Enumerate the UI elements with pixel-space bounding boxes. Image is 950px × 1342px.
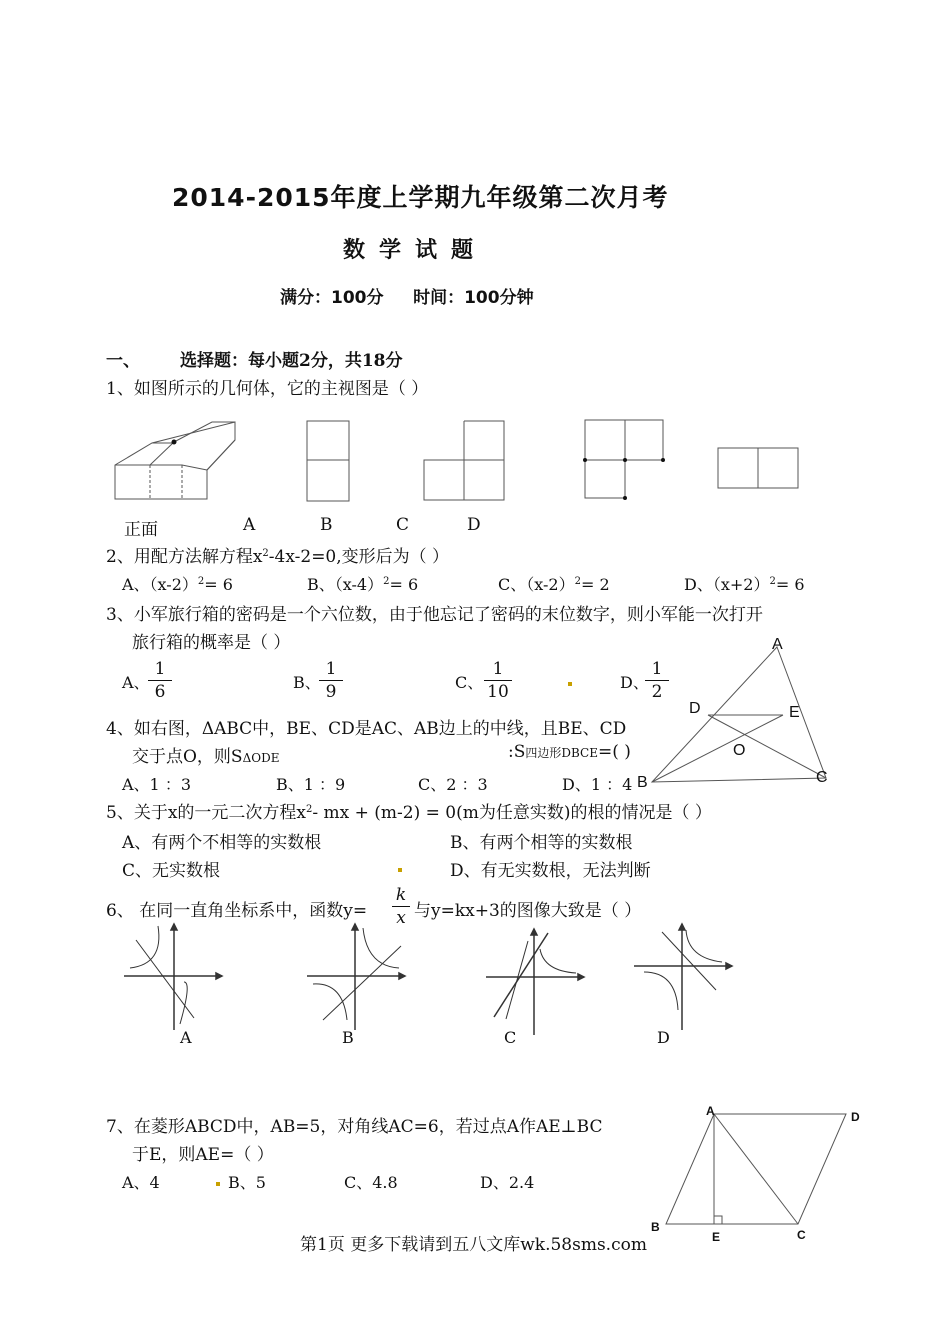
section-number: 一、: [106, 351, 140, 371]
q6-graph-b: [305, 920, 411, 1032]
q1-label-c: C: [396, 515, 410, 535]
q6-graph-c: [484, 925, 590, 1037]
q2-stem: [106, 542, 449, 567]
q7-label-c: C: [797, 1228, 806, 1242]
q4-triangle-figure: [640, 640, 840, 800]
q7-rhombus-figure: [660, 1108, 850, 1232]
score-time: 满分：100分 时间：100分钟: [280, 288, 534, 308]
q5-option-b: B、有两个相等的实数根: [450, 833, 633, 853]
q2-option-d: D、$(x+2)^2= 6$: [684, 575, 805, 594]
q7-option-c: C、4.8: [344, 1173, 398, 1192]
exam-subtitle: 数学试题: [343, 238, 488, 263]
q3-stem-line2: 旅行箱的概率是（ ）: [132, 633, 291, 653]
q6-label-d: D: [657, 1028, 670, 1047]
q7-option-a: A、4: [122, 1173, 160, 1192]
q1-label-a: A: [243, 515, 256, 535]
q4-stem-line2-a: 交于点O，则SΔODE: [132, 747, 280, 767]
q3-option-a-letter: A、: [122, 673, 150, 692]
q4-label-b: B: [637, 774, 648, 791]
q4-label-a: A: [772, 636, 783, 653]
q1-stem: 1、如图所示的几何体，它的主视图是（ ）: [106, 379, 429, 399]
q4-label-d: D: [689, 700, 701, 717]
q1-label-b: B: [320, 515, 333, 535]
q6-fraction-k-over-x: $\frac{k}{x}$: [392, 884, 410, 929]
q3-option-d-letter: D、: [620, 673, 649, 692]
q2-stem-part1: 2、用配方法解方程x: [106, 547, 263, 567]
q3-option-c-fraction: $\frac{1}{10}$: [484, 658, 512, 703]
q6-graph-d: [632, 920, 738, 1032]
q4-stem-line2-b: :S四边形DBCE=( ): [508, 742, 631, 762]
q1-label-d: D: [467, 515, 481, 535]
q6-stem-part2: 与y=kx+3的图像大致是（ ）: [414, 901, 642, 921]
q4-option-b: B、1 ：9: [276, 775, 346, 794]
q6-label-a: A: [180, 1028, 192, 1047]
q5-option-d: D、有无实数根，无法判断: [450, 861, 651, 881]
q4-label-c: C: [816, 769, 828, 786]
q7-label-a: A: [706, 1104, 715, 1118]
q7-label-d: D: [851, 1110, 860, 1124]
q7-stem-line1: 7、在菱形ABCD中，AB=5，对角线AC=6，若过点A作AE⊥BC: [106, 1117, 603, 1137]
section-heading: 选择题：每小题2分，共18分: [180, 351, 403, 371]
q1-option-d-figure: [717, 446, 803, 492]
q3-option-a-fraction: $\frac{1}{6}$: [148, 658, 172, 703]
q6-label-b: B: [342, 1028, 354, 1047]
q7-label-b: B: [651, 1220, 660, 1234]
q4-option-a: A、1 ：3: [122, 775, 192, 794]
q2-option-b: B、$(x-4)^2= 6$: [307, 575, 419, 594]
q1-solid-figure: [112, 420, 237, 502]
yellow-dot-mark: [568, 682, 572, 686]
q2-option-a: A、$(x-2)^2= 6$: [122, 575, 233, 594]
q7-stem-line2: 于E，则AE=（ ）: [132, 1145, 274, 1165]
q7-option-d: D、2.4: [480, 1173, 535, 1192]
q5-stem: 5、关于x的一元二次方程$x^2-$ mx + (m-2) = 0(m为任意实数)的根的情况是（ ）: [106, 803, 712, 823]
q3-option-b-fraction: $\frac{1}{9}$: [319, 658, 343, 703]
q2-stem-part2: -4x-2=0,变形后为（ ）: [268, 547, 450, 567]
q4-label-o: O: [733, 742, 746, 759]
yellow-dot-mark: [216, 1182, 220, 1186]
q6-graph-a: [122, 920, 228, 1032]
q7-label-e: E: [712, 1230, 721, 1244]
q5-option-c: C、无实数根: [122, 861, 221, 881]
q4-option-c: C、2 ：3: [418, 775, 488, 794]
q3-option-c-letter: C、: [455, 673, 484, 692]
q7-option-b: B、5: [228, 1173, 266, 1192]
q6-stem-part1: 6、 在同一直角坐标系中，函数y=: [106, 901, 368, 921]
q3-stem-line1: 3、小军旅行箱的密码是一个六位数，由于他忘记了密码的末位数字，则小军能一次打开: [106, 605, 763, 625]
yellow-dot-mark: [398, 868, 402, 872]
q3-option-d-fraction: $\frac{1}{2}$: [645, 658, 669, 703]
q4-label-e: E: [789, 704, 800, 721]
q1-option-a-figure: [306, 420, 352, 504]
q1-label-front: 正面: [124, 520, 158, 540]
q2-exponent: 2: [262, 548, 269, 559]
q1-option-c-figure: [583, 418, 667, 502]
page-footer: 第1页 更多下载请到五八文库wk.58sms.com: [300, 1235, 647, 1255]
q6-label-c: C: [504, 1028, 517, 1047]
q5-option-a: A、有两个不相等的实数根: [122, 833, 322, 853]
q4-option-d: D、1 ：4: [562, 775, 633, 794]
q3-option-b-letter: B、: [293, 673, 321, 692]
q4-stem-line1: 4、如右图，ΔABC中，BE、CD是AC、AB边上的中线，且BE、CD: [106, 719, 627, 739]
exam-title: 2014-2015年度上学期九年级第二次月考: [172, 183, 669, 212]
q1-option-b-figure: [422, 420, 508, 504]
q2-option-c: C、$(x-2)^2= 2$: [498, 575, 610, 594]
